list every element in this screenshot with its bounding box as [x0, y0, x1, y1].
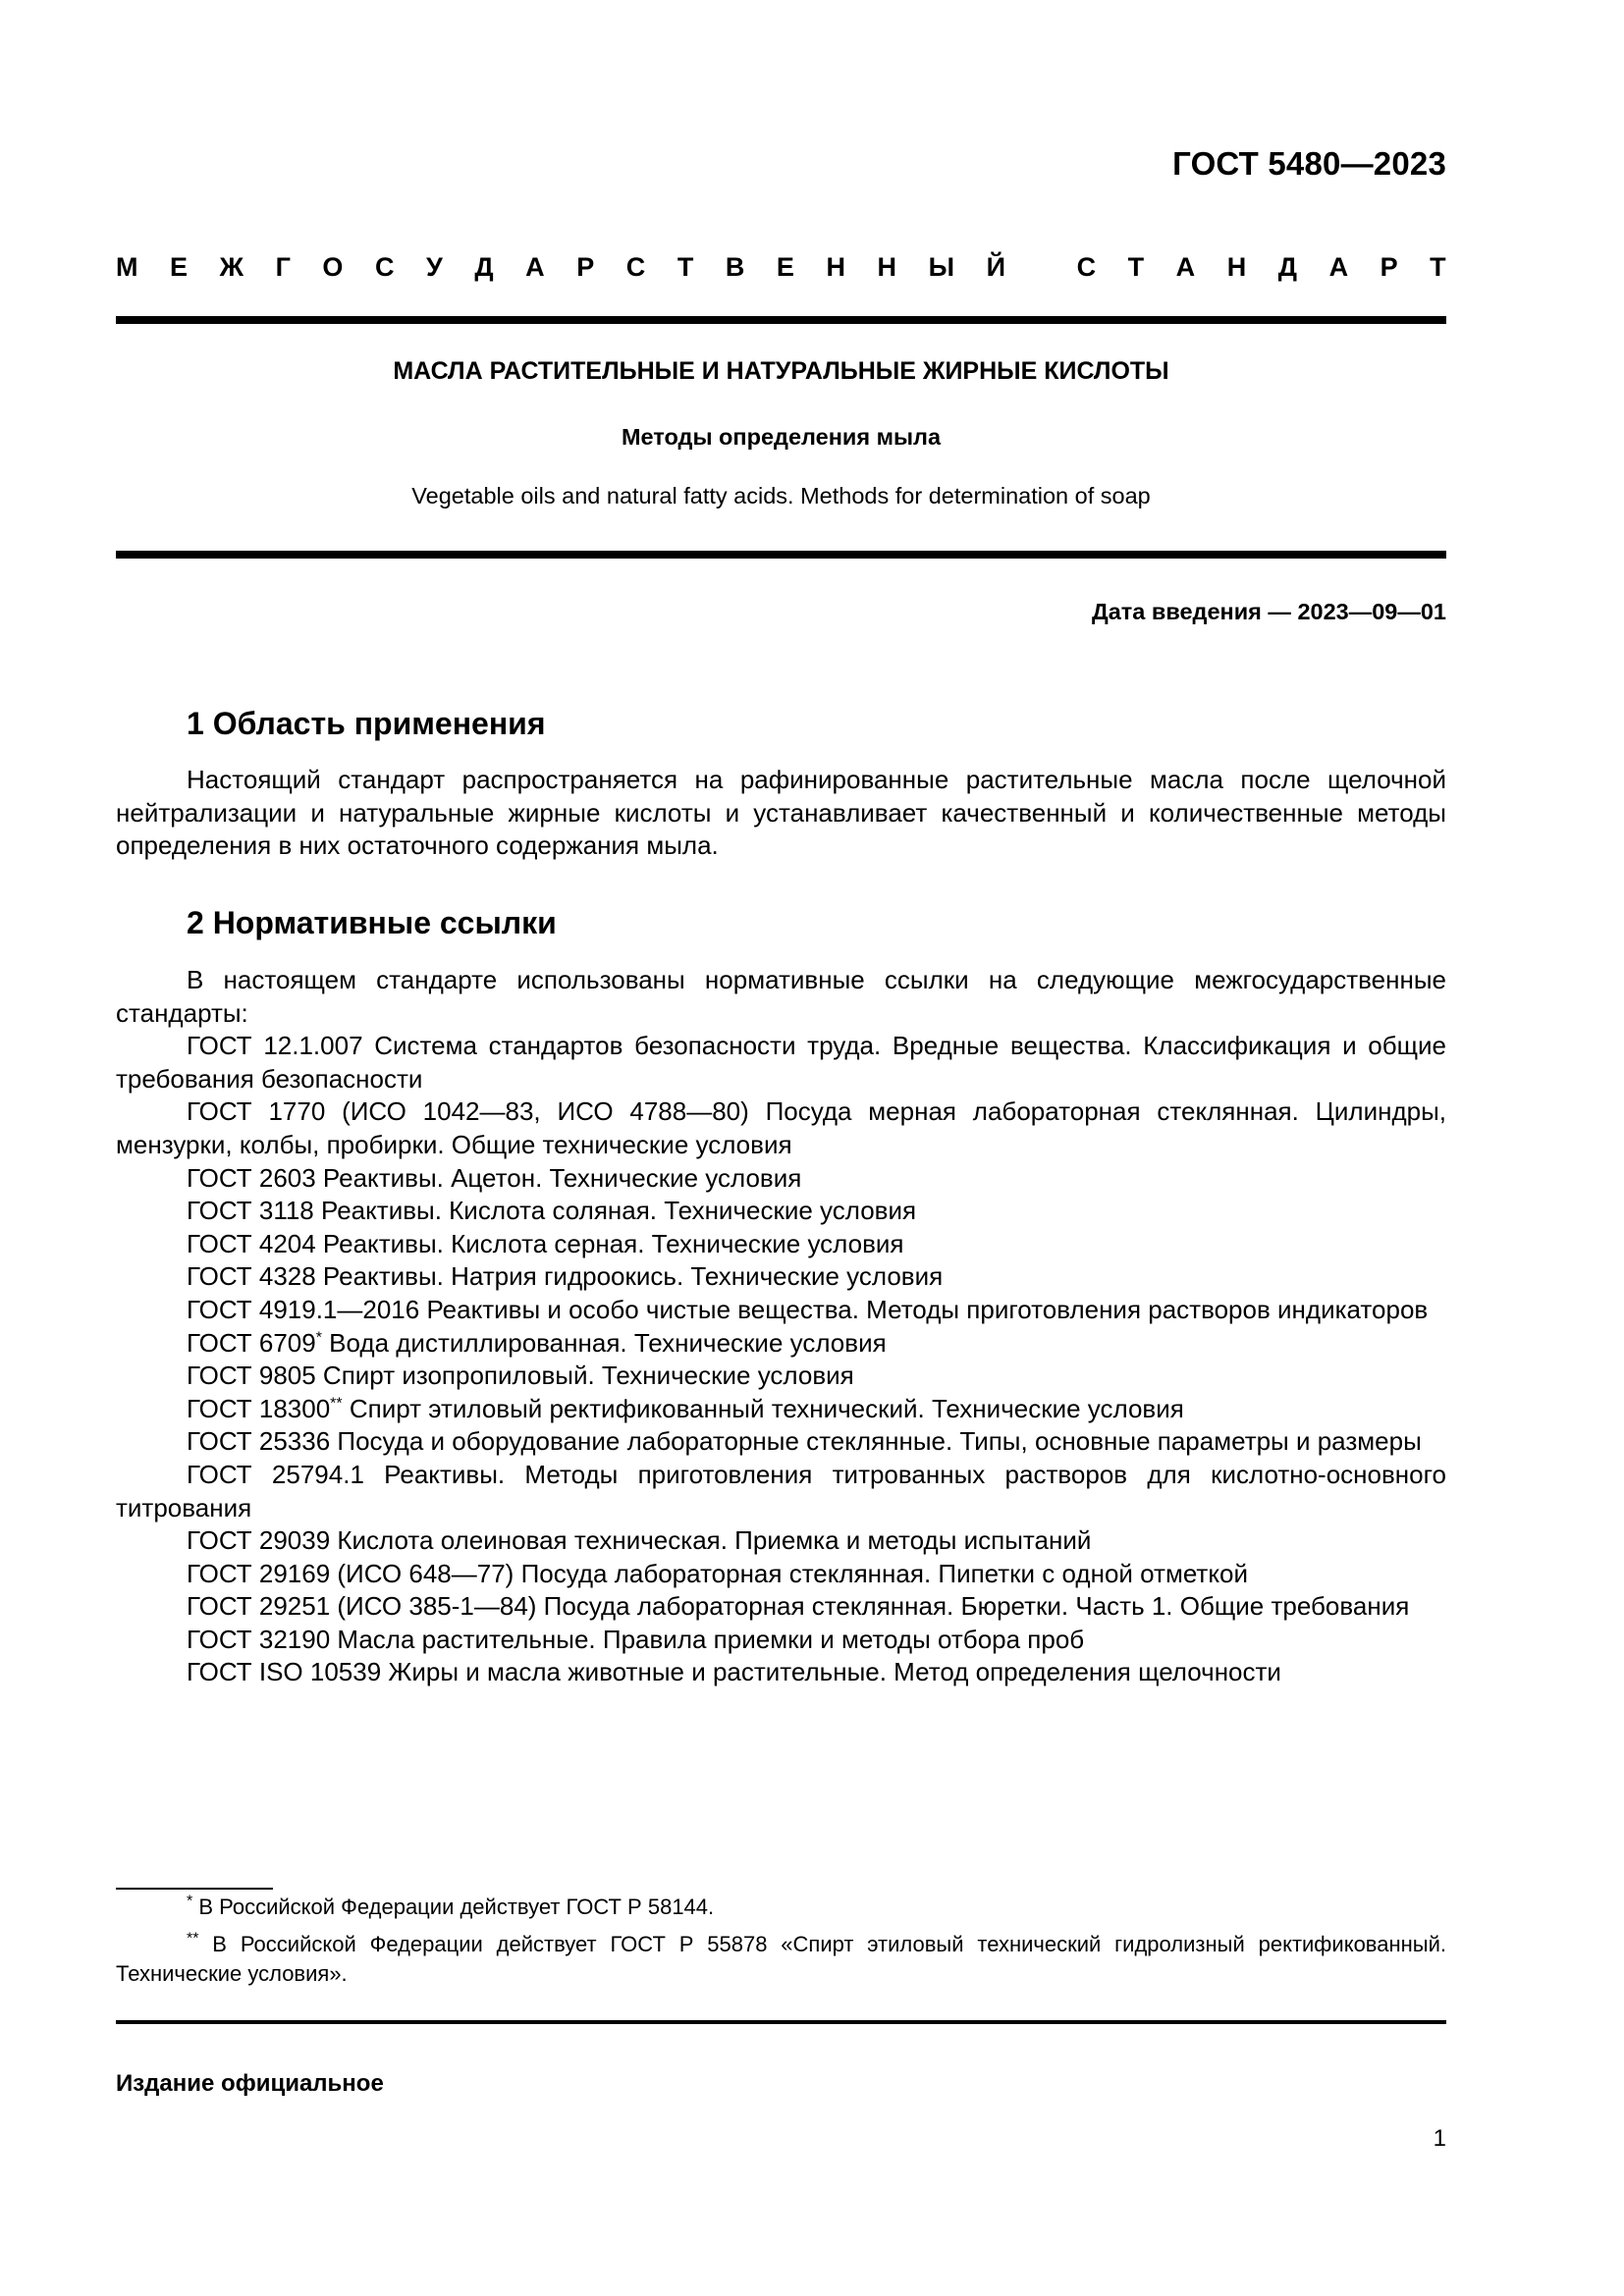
- footnote-item: [116, 1893, 1446, 1922]
- standard-kind-letter: Ж: [219, 252, 244, 282]
- standard-kind-letter: С: [625, 252, 646, 282]
- standard-kind-letter: С: [1076, 252, 1097, 282]
- footnote-marker: *: [315, 1328, 322, 1346]
- references-intro: В настоящем стандарте использованы нормативные ссылки на следующие межгосударственные стандарты:: [116, 965, 1446, 1028]
- standard-kind-letter: А: [525, 252, 545, 282]
- reference-item: ГОСТ 4919.1—2016 Реактивы и особо чистые вещества. Методы приготовления растворов индикаторов: [187, 1294, 1429, 1324]
- reference-item: ГОСТ 25794.1 Реактивы. Методы приготовления титрованных растворов для кислотно-основного титрования: [116, 1459, 1446, 1522]
- scope-paragraph: Настоящий стандарт распространяется на рафинированные растительные масла после щелочной нейтрализации и натуральные жирные кислоты и устанавливает качественный и количественные методы определения в них остаточного содержания мыла.: [116, 765, 1446, 861]
- footnote-marker: *: [187, 1893, 193, 1910]
- reference-item: ГОСТ 9805 Спирт изопропиловый. Технические условия: [187, 1361, 854, 1391]
- document-title: МАСЛА РАСТИТЕЛЬНЫЕ И НАТУРАЛЬНЫЕ ЖИРНЫЕ КИСЛОТЫ: [393, 357, 1169, 385]
- standard-kind-letter: Й: [986, 252, 1005, 282]
- standard-kind-space: [1038, 252, 1046, 283]
- document-subtitle: Методы определения мыла: [621, 424, 942, 450]
- standard-kind-letter: Н: [826, 252, 845, 282]
- standard-kind-letter: Д: [474, 252, 494, 282]
- title-rule: [116, 551, 1446, 559]
- footnote-marker: **: [330, 1395, 343, 1413]
- standard-kind-letter: Н: [1226, 252, 1247, 282]
- standard-kind-letter: Н: [877, 252, 897, 282]
- standard-kind-letter: У: [426, 252, 443, 282]
- reference-item: ГОСТ 29251 (ИСО 385-1—84) Посуда лабораторная стеклянная. Бюретки. Часть 1. Общие требования: [187, 1591, 1410, 1622]
- section-1-heading: 1 Область применения: [187, 706, 546, 741]
- document-number: ГОСТ 5480—2023: [1172, 145, 1446, 182]
- standard-kind-letter: Г: [275, 252, 291, 282]
- reference-item: ГОСТ 4328 Реактивы. Натрия гидроокись. Технические условия: [187, 1261, 944, 1292]
- footnote-text: В Российской Федерации действует ГОСТ Р 55878 «Спирт этиловый технический гидролизный ректификованный. Технические условия».: [116, 1932, 1446, 1986]
- reference-item: ГОСТ 1770 (ИСО 1042—83, ИСО 4788—80) Посуда мерная лабораторная стеклянная. Цилиндры, мензурки, колбы, пробирки. Общие технические условия: [116, 1096, 1446, 1159]
- standard-kind-letter: Е: [776, 252, 794, 282]
- standard-kind-letter: М: [116, 252, 138, 282]
- reference-item: [116, 1327, 1446, 1361]
- standard-kind-letter: Т: [1430, 252, 1446, 282]
- standard-kind-letter: Д: [1277, 252, 1298, 282]
- footnote-text: В Российской Федерации действует ГОСТ Р 58144.: [192, 1895, 715, 1919]
- reference-title: Вода дистиллированная. Технические условия: [321, 1327, 887, 1358]
- standard-kind-letter: А: [1175, 252, 1196, 282]
- footnotes: [116, 1893, 1446, 1997]
- section-1-body: [116, 764, 1446, 863]
- standard-kind-letter: В: [725, 252, 745, 282]
- footnote-marker: **: [187, 1930, 199, 1948]
- reference-code: ГОСТ 6709: [187, 1327, 316, 1358]
- standard-kind-letter: Ы: [928, 252, 955, 282]
- reference-item: ГОСТ 12.1.007 Система стандартов безопасности труда. Вредные вещества. Классификация и общие требования безопасности: [116, 1031, 1446, 1094]
- header-rule: [116, 316, 1446, 324]
- reference-item: ГОСТ 29039 Кислота олеиновая техническая. Приемка и методы испытаний: [187, 1525, 1092, 1556]
- reference-item: ГОСТ 3118 Реактивы. Кислота соляная. Технические условия: [187, 1196, 917, 1226]
- section-2-body: [116, 964, 1446, 1689]
- standard-kind-heading: [116, 252, 1446, 283]
- reference-item: ГОСТ 4204 Реактивы. Кислота серная. Технические условия: [187, 1228, 904, 1258]
- reference-item: ГОСТ 2603 Реактивы. Ацетон. Технические условия: [187, 1162, 802, 1193]
- reference-item: ГОСТ 29169 (ИСО 648—77) Посуда лабораторная стеклянная. Пипетки с одной отметкой: [187, 1558, 1248, 1588]
- standard-kind-letter: Т: [1127, 252, 1145, 282]
- standard-kind-letter: Р: [1380, 252, 1398, 282]
- reference-item: ГОСТ ISO 10539 Жиры и масла животные и растительные. Метод определения щелочности: [187, 1657, 1281, 1687]
- reference-title: Спирт этиловый ректификованный технический. Технические условия: [342, 1393, 1184, 1423]
- section-2-heading: 2 Нормативные ссылки: [187, 905, 557, 940]
- footer-rule: [116, 2020, 1446, 2024]
- footnote-item: [116, 1930, 1446, 1989]
- standard-kind-letter: С: [374, 252, 395, 282]
- page-number: 1: [1433, 2125, 1446, 2152]
- standard-kind-letter: Е: [170, 252, 189, 282]
- reference-item: ГОСТ 25336 Посуда и оборудование лабораторные стеклянные. Типы, основные параметры и размеры: [187, 1426, 1422, 1457]
- standard-kind-letter: О: [322, 252, 344, 282]
- reference-code: ГОСТ 18300: [187, 1393, 331, 1423]
- document-title-english: Vegetable oils and natural fatty acids. Methods for determination of soap: [411, 483, 1151, 508]
- introduction-date: Дата введения — 2023—09—01: [1091, 599, 1446, 624]
- official-edition-label: Издание официальное: [116, 2070, 384, 2097]
- standard-kind-letter: Р: [576, 252, 595, 282]
- reference-item: ГОСТ 32190 Масла растительные. Правила приемки и методы отбора проб: [187, 1624, 1085, 1654]
- standard-kind-letter: А: [1328, 252, 1349, 282]
- standard-kind-letter: Т: [677, 252, 694, 282]
- reference-item: [116, 1393, 1446, 1426]
- footnote-separator: [116, 1888, 273, 1890]
